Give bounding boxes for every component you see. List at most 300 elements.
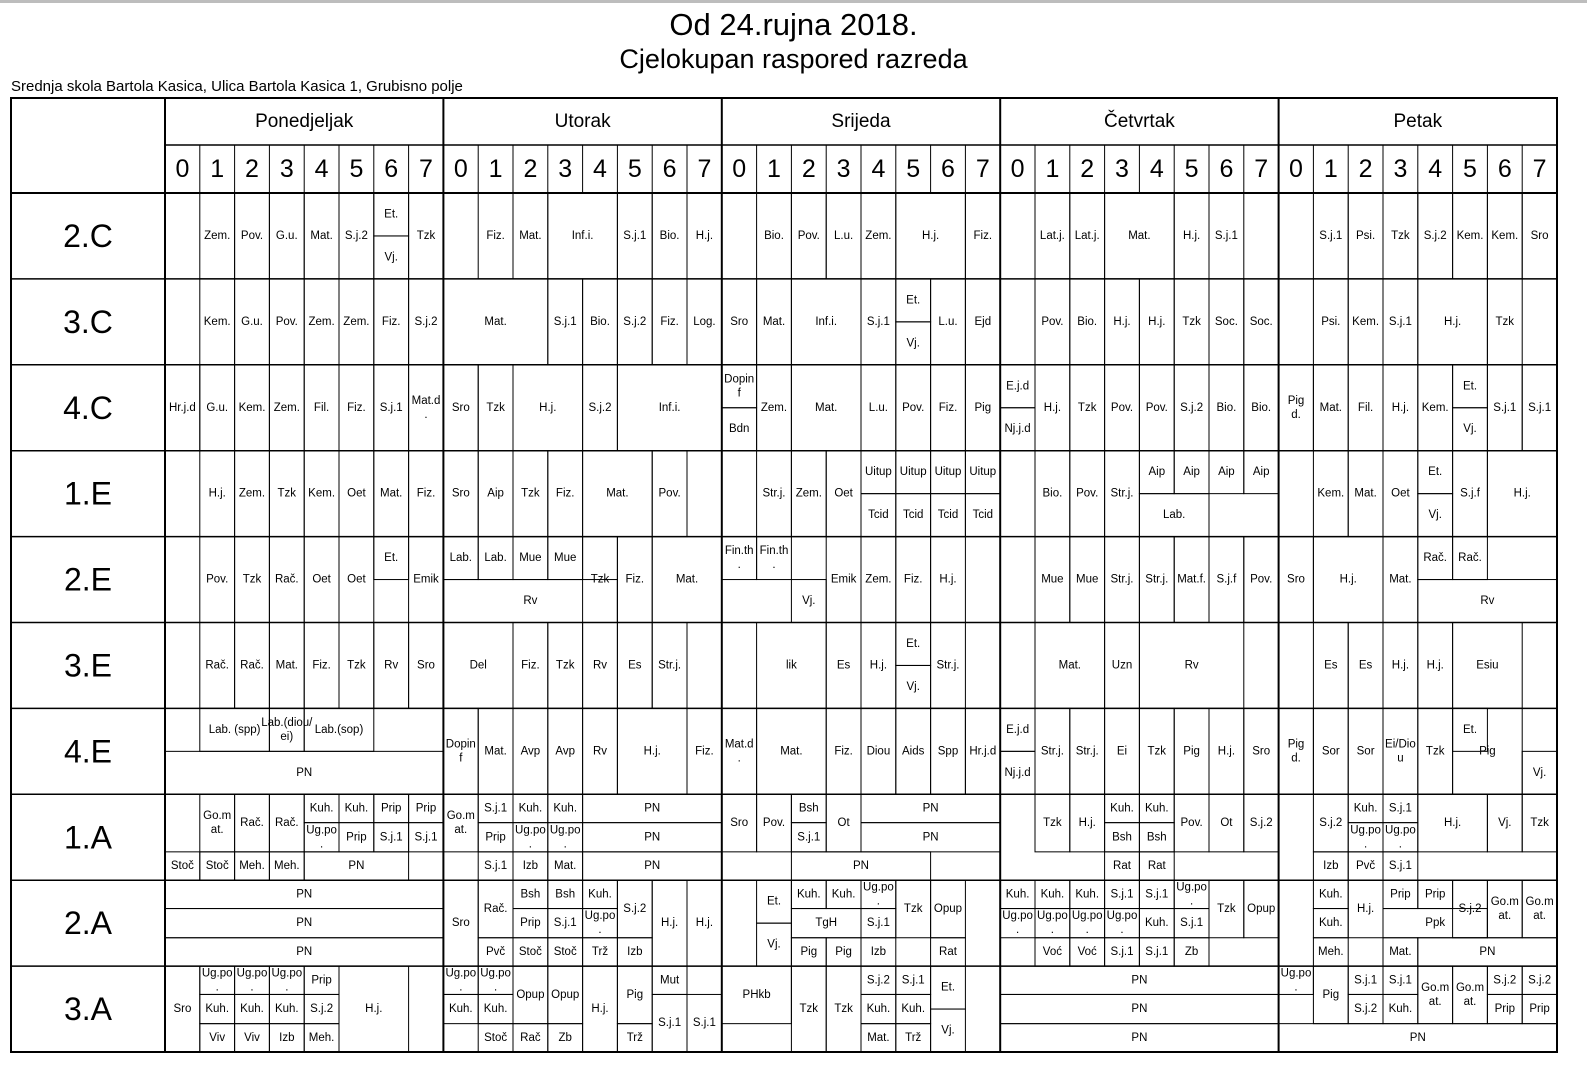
lesson-text: S.j.2 bbox=[588, 401, 612, 414]
lesson-text: Pov. bbox=[1145, 401, 1168, 414]
period-number: 3 bbox=[1115, 155, 1129, 183]
lesson-text: Pov. bbox=[658, 487, 681, 500]
day-header-2: Utorak bbox=[554, 111, 611, 132]
lesson-text: PN bbox=[644, 802, 661, 815]
period-number: 6 bbox=[941, 155, 955, 183]
lesson-text: d. bbox=[1291, 752, 1301, 765]
lesson-cell bbox=[1279, 708, 1314, 794]
lesson-text: Meh. bbox=[274, 860, 300, 873]
period-number: 1 bbox=[210, 155, 225, 183]
lesson-text: Vj. bbox=[906, 680, 920, 693]
lesson-text: f bbox=[459, 752, 463, 765]
lesson-text: Zem. bbox=[238, 487, 266, 500]
lesson-text: PN bbox=[853, 860, 869, 873]
lesson-text: Tzk bbox=[1077, 401, 1097, 414]
lesson-text: Stoč bbox=[484, 1031, 508, 1044]
lesson-text: Fiz. bbox=[625, 573, 645, 586]
lesson-text: . bbox=[459, 981, 463, 994]
lesson-text: Et. bbox=[1462, 380, 1478, 393]
lesson-text: Pov. bbox=[1041, 315, 1064, 328]
lesson-text: S.j.1 bbox=[1180, 917, 1204, 930]
lesson-text: H.j. bbox=[1217, 745, 1236, 758]
lesson-text: Kuh. bbox=[309, 802, 334, 815]
lesson-text: Et. bbox=[1462, 723, 1478, 736]
lesson-text: . bbox=[1398, 838, 1403, 851]
lesson-text: Stoč bbox=[170, 860, 194, 873]
lesson-text: Tzk bbox=[1217, 902, 1236, 915]
lesson-text: PN bbox=[922, 831, 939, 844]
lesson-text: PN bbox=[1409, 1031, 1426, 1044]
day-header-1: Ponedjeljak bbox=[255, 111, 354, 132]
lesson-text: Tzk bbox=[555, 659, 575, 672]
lesson-text: Rv bbox=[523, 595, 538, 608]
lesson-text: . bbox=[215, 981, 219, 994]
lesson-text: Meh. bbox=[1318, 945, 1344, 958]
period-number: 0 bbox=[1289, 155, 1303, 183]
lesson-text: Str.j. bbox=[1110, 573, 1134, 586]
lesson-text: Str.j. bbox=[1110, 487, 1134, 500]
lesson-text: Vj. bbox=[1463, 423, 1477, 436]
lesson-text: Zem. bbox=[760, 401, 788, 414]
lesson-text: Fiz. bbox=[973, 229, 993, 242]
day-header-4: Četvrtak bbox=[1104, 111, 1175, 132]
lesson-text: Tcid bbox=[937, 509, 959, 522]
lesson-text: Pov. bbox=[1076, 487, 1099, 500]
lesson-text: Bdn bbox=[728, 423, 750, 436]
lesson-text: . bbox=[1015, 924, 1020, 937]
lesson-cell bbox=[1487, 880, 1522, 938]
lesson-text: Lab. bbox=[449, 552, 472, 565]
lesson-text: Fin.th bbox=[724, 545, 754, 558]
lesson-text: Vj. bbox=[941, 1024, 955, 1037]
lesson-text: Aids bbox=[902, 745, 925, 758]
class-label: 2.E bbox=[63, 561, 113, 598]
lesson-cell bbox=[443, 708, 478, 794]
lesson-text: Fiz. bbox=[381, 315, 401, 328]
lesson-text: Bsh bbox=[1112, 831, 1132, 844]
lesson-cell bbox=[722, 708, 757, 794]
lesson-text: Ug.po bbox=[1280, 967, 1312, 980]
period-number: 0 bbox=[732, 155, 747, 183]
lesson-text: Sro bbox=[1530, 229, 1549, 242]
lesson-text: Sro bbox=[730, 315, 749, 328]
lesson-text: Zb bbox=[558, 1031, 572, 1044]
lesson-text: Kem. bbox=[1317, 487, 1345, 500]
lesson-text: Soc. bbox=[1214, 315, 1238, 328]
lesson-cell bbox=[1522, 880, 1557, 938]
lesson-text: Vj. bbox=[1428, 509, 1442, 522]
lesson-text: Trž bbox=[905, 1031, 922, 1044]
lesson-text: Pvč bbox=[1356, 860, 1376, 873]
lesson-text: Uitup bbox=[864, 466, 892, 479]
lesson-text: Pig bbox=[1287, 738, 1305, 751]
lesson-text: S.j.1 bbox=[692, 1017, 716, 1030]
lesson-text: Aip bbox=[487, 487, 504, 500]
day-header-5: Petak bbox=[1393, 111, 1443, 132]
lesson-text: Psi. bbox=[1321, 315, 1341, 328]
lesson-text: H.j. bbox=[1443, 817, 1462, 830]
lesson-text: Kem. bbox=[238, 401, 266, 414]
lesson-text: S.j.f bbox=[1460, 487, 1480, 500]
lesson-text: Meh. bbox=[239, 860, 265, 873]
lesson-text: S.j.1 bbox=[484, 802, 508, 815]
lesson-text: Rv bbox=[1184, 659, 1199, 672]
lesson-text: Rač. bbox=[274, 573, 299, 586]
lesson-text: H.j. bbox=[1391, 659, 1410, 672]
period-number: 2 bbox=[523, 155, 538, 183]
lesson-text: Pov. bbox=[275, 315, 298, 328]
lesson-text: Mue bbox=[1041, 573, 1064, 586]
lesson-text: Kuh. bbox=[553, 802, 578, 815]
period-number: 5 bbox=[1184, 155, 1199, 183]
lesson-text: Rat bbox=[939, 945, 957, 958]
lesson-text: Tzk bbox=[416, 229, 436, 242]
lesson-text: Diou bbox=[866, 745, 891, 758]
lesson-text: H.j. bbox=[1513, 487, 1531, 500]
lesson-cell bbox=[722, 365, 757, 408]
lesson-text: S.j.1 bbox=[484, 860, 508, 873]
lesson-text: Sro bbox=[730, 817, 749, 830]
lesson-text: S.j.1 bbox=[553, 917, 577, 930]
lesson-text: Es bbox=[1358, 659, 1373, 672]
lesson-text: Kuh. bbox=[205, 1003, 230, 1016]
lesson-text: Avp bbox=[520, 745, 541, 758]
lesson-text: Tzk bbox=[903, 902, 923, 915]
lesson-text: Kuh. bbox=[518, 802, 543, 815]
lesson-text: S.j.1 bbox=[797, 831, 821, 844]
lesson-text: S.j.1 bbox=[1388, 802, 1412, 815]
lesson-text: Opup bbox=[551, 988, 580, 1001]
lesson-cell bbox=[722, 537, 757, 580]
lesson-text: Prip bbox=[1424, 888, 1446, 901]
lesson-text: E.j.d bbox=[1006, 723, 1030, 736]
lesson-cell bbox=[757, 537, 792, 580]
class-label: 3.C bbox=[63, 303, 113, 340]
lesson-text: Et. bbox=[1428, 466, 1443, 479]
lesson-text: Mat.d bbox=[411, 394, 441, 407]
lesson-text: Mat. bbox=[780, 745, 803, 758]
lesson-text: Kuh. bbox=[1075, 888, 1100, 901]
period-number: 6 bbox=[384, 155, 399, 183]
lesson-text: Zem. bbox=[204, 229, 231, 242]
lesson-text: Sro bbox=[417, 659, 435, 672]
lesson-text: Kuh. bbox=[1144, 802, 1169, 815]
lesson-text: . bbox=[772, 559, 776, 572]
lesson-text: Go.m bbox=[1455, 981, 1485, 994]
period-number: 5 bbox=[627, 155, 642, 183]
lesson-text: Pov. bbox=[206, 573, 229, 586]
lesson-text: Go.m bbox=[446, 810, 475, 823]
lesson-text: Bio. bbox=[659, 229, 680, 242]
lesson-text: PN bbox=[644, 860, 661, 873]
lesson-text: Sro bbox=[1287, 573, 1305, 586]
lesson-text: Ot bbox=[837, 817, 850, 830]
lesson-text: Prip bbox=[520, 917, 541, 930]
lesson-text: ei) bbox=[280, 730, 294, 743]
lesson-text: Pig bbox=[1479, 745, 1496, 758]
lesson-text: Tcid bbox=[902, 509, 924, 522]
lesson-text: Pig bbox=[974, 401, 992, 414]
lesson-text: Str.j. bbox=[1040, 745, 1064, 758]
lesson-text: Fiz. bbox=[486, 229, 505, 242]
lesson-text: H.j. bbox=[1113, 315, 1131, 328]
lesson-text: Rač bbox=[520, 1031, 541, 1044]
lesson-text: Ug.po bbox=[549, 824, 581, 837]
lesson-text: Mat. bbox=[1058, 659, 1081, 672]
lesson-text: Lab. bbox=[1163, 509, 1186, 522]
lesson-text: Kuh. bbox=[1110, 802, 1134, 815]
lesson-text: Zem. bbox=[865, 573, 892, 586]
lesson-text: Mat. bbox=[606, 487, 629, 500]
lesson-text: Rat bbox=[1147, 860, 1166, 873]
lesson-text: Emik bbox=[413, 573, 439, 586]
lesson-text: PN bbox=[296, 917, 313, 930]
period-number: 0 bbox=[175, 155, 190, 183]
lesson-text: H.j. bbox=[1182, 229, 1201, 242]
class-label: 1.A bbox=[63, 819, 113, 856]
class-label: 2.A bbox=[63, 905, 113, 942]
lesson-text: at. bbox=[454, 824, 468, 837]
lesson-text: S.j.2 bbox=[623, 315, 647, 328]
lesson-text: G.u. bbox=[206, 401, 229, 414]
lesson-text: Sor bbox=[1356, 745, 1375, 758]
lesson-text: Zem. bbox=[273, 401, 300, 414]
period-number: 2 bbox=[1080, 155, 1095, 183]
lesson-text: Izb bbox=[870, 945, 887, 958]
lesson-text: Str.j. bbox=[1145, 573, 1169, 586]
lesson-text: Prip bbox=[346, 831, 367, 844]
period-number: 6 bbox=[1219, 155, 1234, 183]
lesson-text: Ejd bbox=[974, 315, 992, 328]
lesson-text: S.j.2 bbox=[1180, 401, 1204, 414]
lesson-text: Mat. bbox=[1389, 573, 1412, 586]
class-label: 3.E bbox=[63, 647, 113, 684]
lesson-text: Rv bbox=[592, 745, 608, 758]
period-number: 4 bbox=[871, 155, 886, 183]
lesson-text: Izb bbox=[1323, 860, 1339, 873]
lesson-text: Mat.d bbox=[724, 738, 754, 751]
period-number: 7 bbox=[419, 155, 433, 183]
period-number: 5 bbox=[349, 155, 364, 183]
lesson-text: Fil. bbox=[313, 401, 330, 414]
lesson-text: PN bbox=[1131, 1031, 1148, 1044]
lesson-text: Ug.po bbox=[445, 967, 477, 980]
lesson-text: Tzk bbox=[242, 573, 262, 586]
lesson-text: Prip bbox=[1529, 1003, 1550, 1016]
lesson-cell bbox=[1279, 365, 1314, 451]
lesson-text: Prip bbox=[1494, 1003, 1516, 1016]
lesson-text: Prip bbox=[415, 802, 437, 815]
lesson-text: . bbox=[528, 838, 533, 851]
lesson-text: Kuh. bbox=[1388, 1003, 1413, 1016]
lesson-text: Bio. bbox=[1251, 401, 1272, 414]
lesson-text: . bbox=[876, 895, 881, 908]
lesson-text: Lab.(sop) bbox=[314, 723, 364, 736]
lesson-text: Inf.i. bbox=[815, 315, 838, 328]
lesson-text: S.j.1 bbox=[1110, 945, 1134, 958]
lesson-text: Voć bbox=[1042, 945, 1062, 958]
lesson-text: Pig bbox=[835, 945, 852, 958]
lesson-text: Aip bbox=[1218, 466, 1235, 479]
lesson-text: Mat.f. bbox=[1177, 573, 1206, 586]
lesson-text: Opup bbox=[1247, 902, 1276, 915]
lesson-text: PN bbox=[348, 860, 365, 873]
lesson-text: H.j. bbox=[1078, 817, 1096, 830]
lesson-text: S.j.1 bbox=[1110, 888, 1134, 901]
lesson-text: Kuh. bbox=[1353, 802, 1378, 815]
period-number: 5 bbox=[1463, 155, 1477, 183]
lesson-text: Bio. bbox=[764, 229, 784, 242]
lesson-text: Kuh. bbox=[1318, 888, 1343, 901]
lesson-text: Zem. bbox=[865, 229, 892, 242]
lesson-text: S.j.2 bbox=[1528, 974, 1552, 987]
lesson-text: Ug.po bbox=[271, 967, 303, 980]
lesson-text: lik bbox=[785, 659, 797, 672]
lesson-text: d. bbox=[1291, 408, 1301, 421]
lesson-text: Psi. bbox=[1356, 229, 1376, 242]
period-number: 4 bbox=[1149, 155, 1164, 183]
lesson-text: u bbox=[1397, 752, 1404, 765]
lesson-text: H.j. bbox=[1339, 573, 1357, 586]
lesson-text: Ei bbox=[1116, 745, 1128, 758]
lesson-text: Pvč bbox=[486, 945, 506, 958]
lesson-text: . bbox=[1120, 924, 1124, 937]
lesson-text: Rač. bbox=[483, 902, 508, 915]
lesson-text: H.j. bbox=[1443, 315, 1462, 328]
period-number: 1 bbox=[488, 155, 503, 183]
lesson-text: Pov. bbox=[240, 229, 264, 242]
lesson-text: Kem. bbox=[1456, 229, 1484, 242]
lesson-text: Fiz. bbox=[660, 315, 679, 328]
school-info: Srednja skola Bartola Kasica, Ulica Bartola Kasica 1, Grubisno polje bbox=[11, 78, 463, 95]
lesson-text: . bbox=[563, 838, 567, 851]
lesson-text: Tzk bbox=[521, 487, 540, 500]
lesson-text: Bsh bbox=[1146, 831, 1167, 844]
lesson-text: S.j.2 bbox=[310, 1003, 334, 1016]
lesson-text: . bbox=[1189, 895, 1194, 908]
lesson-text: Kuh. bbox=[1144, 917, 1169, 930]
lesson-text: S.j.1 bbox=[414, 831, 438, 844]
lesson-text: Bio. bbox=[1077, 315, 1098, 328]
lesson-text: S.j.1 bbox=[623, 229, 647, 242]
lesson-text: Dopin bbox=[724, 373, 755, 386]
lesson-text: Et. bbox=[940, 981, 956, 994]
lesson-text: Fiz. bbox=[521, 659, 540, 672]
lesson-text: H.j. bbox=[921, 229, 940, 242]
lesson-text: Mat. bbox=[1354, 487, 1377, 500]
lesson-text: Kuh. bbox=[866, 1003, 891, 1016]
lesson-text: H.j. bbox=[643, 745, 661, 758]
lesson-text: Tzk bbox=[1391, 229, 1410, 242]
lesson-text: S.j.1 bbox=[1354, 974, 1378, 987]
lesson-text: S.j.1 bbox=[1388, 860, 1412, 873]
lesson-text: Ug.po bbox=[1106, 910, 1138, 923]
lesson-text: Tzk bbox=[834, 1003, 853, 1016]
lesson-text: S.j.2 bbox=[1423, 229, 1447, 242]
lesson-text: Go.m bbox=[1421, 981, 1450, 994]
lesson-text: Mue bbox=[554, 552, 577, 565]
lesson-text: Ug.po bbox=[1037, 910, 1068, 923]
lesson-text: L.u. bbox=[938, 315, 958, 328]
lesson-text: Str.j. bbox=[658, 659, 682, 672]
lesson-text: H.j. bbox=[1426, 659, 1444, 672]
lesson-text: Ug.po bbox=[863, 881, 894, 894]
lesson-text: . bbox=[737, 559, 741, 572]
lesson-text: Prip bbox=[311, 974, 332, 987]
lesson-text: G.u. bbox=[241, 315, 263, 328]
lesson-text: Trž bbox=[591, 945, 609, 958]
lesson-text: E.j.d bbox=[1006, 380, 1030, 393]
lesson-text: Kuh. bbox=[1005, 888, 1030, 901]
period-number: 3 bbox=[836, 155, 851, 183]
lesson-text: Fiz. bbox=[347, 401, 366, 414]
lesson-text: Fiz. bbox=[416, 487, 436, 500]
lesson-text: Ug.po bbox=[584, 910, 616, 923]
day-header-3: Srijeda bbox=[831, 111, 891, 132]
lesson-text: Rat bbox=[1113, 860, 1131, 873]
lesson-cell bbox=[200, 794, 235, 852]
lesson-text: Lab. bbox=[484, 552, 507, 565]
lesson-text: Tzk bbox=[1147, 745, 1167, 758]
lesson-text: Ug.po bbox=[306, 824, 337, 837]
lesson-text: Oet bbox=[347, 573, 366, 586]
lesson-text: Zem. bbox=[795, 487, 822, 500]
lesson-text: Es bbox=[1324, 659, 1338, 672]
lesson-text: Ug.po bbox=[1176, 881, 1207, 894]
period-number: 2 bbox=[1358, 155, 1373, 183]
lesson-text: Lat.j. bbox=[1039, 229, 1065, 242]
lesson-text: S.j.1 bbox=[1493, 401, 1517, 414]
lesson-text: S.j.1 bbox=[1214, 229, 1238, 242]
lesson-text: . bbox=[285, 981, 289, 994]
lesson-text: Et. bbox=[906, 637, 921, 650]
lesson-text: Tzk bbox=[1495, 315, 1515, 328]
lesson-cell bbox=[1383, 708, 1418, 794]
period-number: 0 bbox=[1010, 155, 1025, 183]
period-number: 2 bbox=[801, 155, 816, 183]
period-number: 4 bbox=[314, 155, 329, 183]
lesson-text: . bbox=[1294, 981, 1298, 994]
lesson-text: Kuh. bbox=[448, 1003, 473, 1016]
lesson-text: Es bbox=[836, 659, 851, 672]
lesson-text: Kem. bbox=[308, 487, 336, 500]
lesson-text: Soc. bbox=[1249, 315, 1273, 328]
lesson-text: H.j. bbox=[939, 573, 957, 586]
lesson-text: Vj. bbox=[906, 337, 920, 350]
lesson-text: Esiu bbox=[1476, 659, 1499, 672]
lesson-text: Fiz. bbox=[903, 573, 923, 586]
lesson-text: Uzn bbox=[1111, 659, 1133, 672]
period-number: 7 bbox=[697, 155, 712, 183]
lesson-text: Log. bbox=[693, 315, 716, 328]
period-number: 6 bbox=[662, 155, 677, 183]
lesson-text: Sro bbox=[451, 917, 470, 930]
class-label: 4.C bbox=[63, 389, 113, 426]
lesson-text: Pig bbox=[626, 988, 644, 1001]
class-label: 2.C bbox=[63, 217, 113, 254]
lesson-text: PN bbox=[296, 888, 313, 901]
lesson-text: . bbox=[1085, 924, 1089, 937]
lesson-text: S.j.1 bbox=[658, 1017, 682, 1030]
lesson-text: Mat. bbox=[519, 229, 542, 242]
lesson-text: Uitup bbox=[969, 466, 997, 479]
lesson-text: Tzk bbox=[1043, 817, 1062, 830]
lesson-text: S.j.1 bbox=[1145, 945, 1169, 958]
period-number: 0 bbox=[453, 155, 468, 183]
lesson-text: H.j. bbox=[1043, 401, 1062, 414]
lesson-text: H.j. bbox=[365, 1003, 383, 1016]
lesson-text: S.j.f bbox=[1216, 573, 1237, 586]
